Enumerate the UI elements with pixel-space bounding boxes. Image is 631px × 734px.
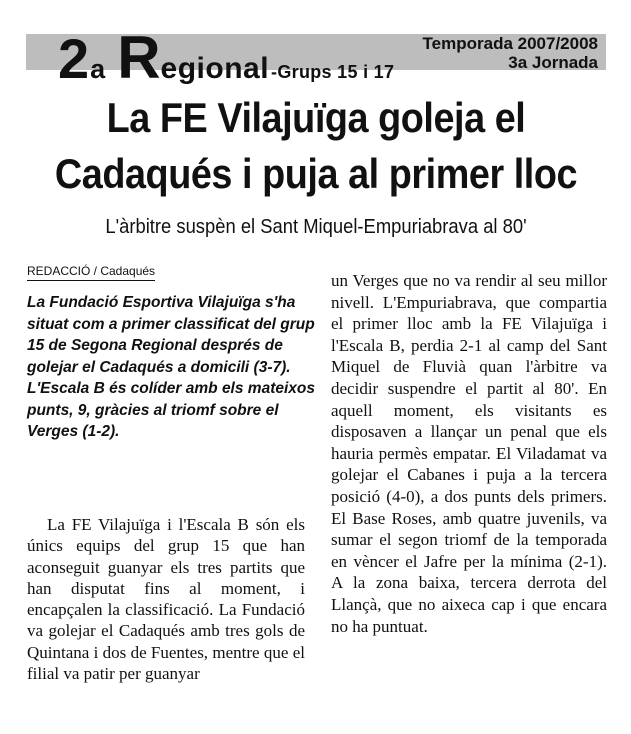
season-label: Temporada 2007/2008 — [422, 34, 598, 53]
season-info — [423, 34, 598, 72]
section-groups: -Grups 15 i 17 — [271, 62, 395, 82]
headline-line-1: La FE Vilajuïga goleja el — [106, 94, 526, 141]
section-header — [26, 24, 606, 91]
body-text-left-column: La FE Vilajuïga i l'Escala B són els únics equips del grup 15 que han aconseguit guanyar els tres partits que han disputat fins al moment, i encapçalen la classificació. La Fundació va golejar el Cadaqués amb tres gols de Quintana i dos de Fuentes, mentre que el filial va patir per guanyar — [27, 515, 305, 684]
section-title-initial: R — [117, 24, 161, 91]
subtitle: L'àrbitre suspèn el Sant Miquel-Empuriabrava al 80' — [105, 216, 527, 238]
body-text-right-column: un Verges que no va rendir al seu millor nivell. L'Empuriabrava, que compartia el primer lloc amb la FE Vilajuïga i l'Escala B, perdia 2-1 al camp del Sant Miquel de Fluvià quan l'àrbitre va decidir suspendre el partit al 80'. En aquell moment, els visitants es disposaven a llançar un penal que els hauria permès empatar. El Viladamat va golejar el Cabanes i puja a la tercera posició (4-0), a dos punts dels primers. El Base Roses, amb quatre juvenils, va sumar el segon triomf de la temporada en vèncer el Jafre per la mínima (2-1). A la zona baixa, tercera derrota del Llançà, que no aixeca cap i que encara no ha puntuat. — [331, 271, 607, 636]
section-title — [58, 24, 395, 91]
section-number: 2 — [58, 27, 89, 90]
headline — [46, 90, 586, 202]
headline-line-2: Cadaqués i puja al primer lloc — [54, 150, 578, 197]
section-title-rest: egional — [160, 52, 270, 85]
byline: REDACCIÓ / Cadaqués — [27, 264, 155, 281]
lead-paragraph: La Fundació Esportiva Vilajuïga s'ha situat com a primer classificat del grup 15 de Segona Regional després de golejar el Cadaqués a domicili (3-7). L'Escala B és colíder amb els mateixos punts, 9, gràcies al triomf sobre el Verges (1-2). — [27, 294, 315, 440]
section-ordinal-suffix: a — [90, 54, 106, 84]
matchday-label: 3a Jornada — [508, 53, 598, 72]
